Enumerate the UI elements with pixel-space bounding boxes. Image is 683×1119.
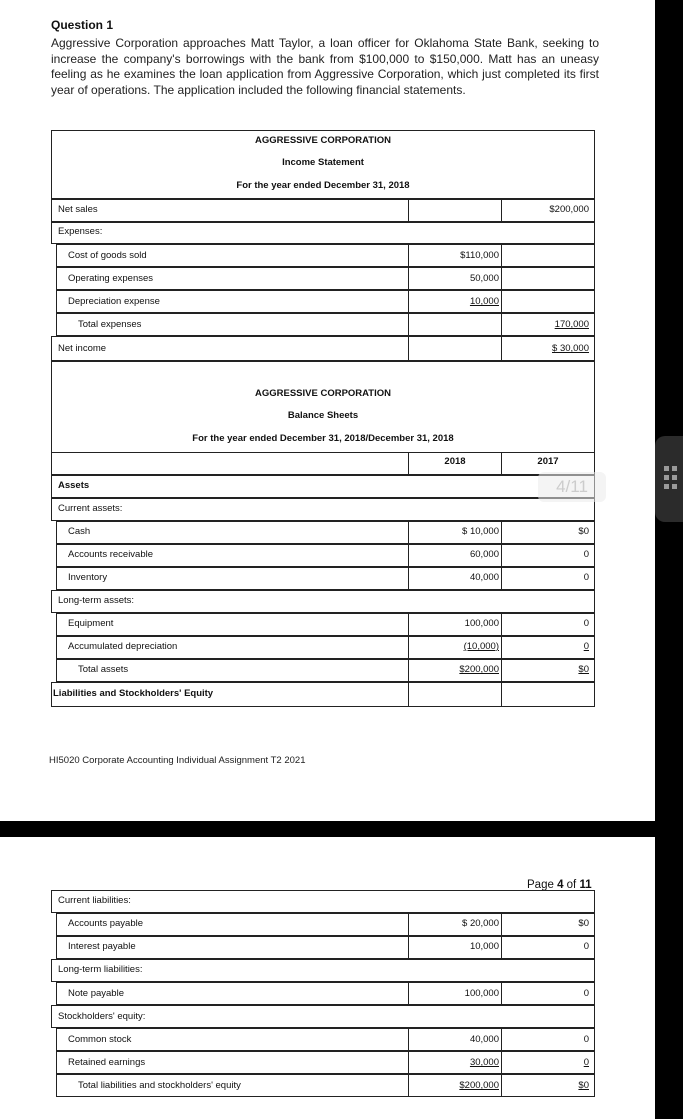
page-number-prefix: Page [527, 879, 558, 891]
income-value: 170,000 [554, 319, 589, 330]
income-row-box [408, 313, 502, 336]
balance-label: Current assets: [58, 503, 123, 514]
question-title: Question 1 [51, 18, 114, 32]
balance-row-box [56, 521, 409, 544]
balance-value: 40,000 [469, 1034, 499, 1045]
balance-row-box [56, 567, 409, 590]
balance-label: Liabilities and Stockholders' Equity [53, 688, 214, 699]
document-page-next [0, 837, 655, 1119]
balance-label: Total assets [78, 664, 129, 675]
balance-value: 10,000 [469, 941, 499, 952]
income-value: 10,000 [469, 296, 499, 307]
balance-row-box [501, 1028, 595, 1051]
balance-value: (10,000) [463, 641, 499, 652]
question-text: Aggressive Corporation approaches Matt Taylor, a loan officer for Oklahoma State Bank, seeking to increase the company's borrowings with the bank from $100,000 to $150,000. Matt has an uneasy feeling as he examines the loan application from Aggressive Corporation, which just completed its first year of operations. The application included the following financial statements. [51, 36, 599, 97]
balance-row-box [501, 982, 595, 1005]
balance-value: $0 [578, 664, 589, 675]
balance-label: Long-term liabilities: [58, 964, 143, 975]
balance-value: 30,000 [469, 1057, 499, 1068]
balance-label: Note payable [68, 988, 124, 999]
balance-value: $ 10,000 [462, 526, 499, 537]
balance-value: $200,000 [459, 664, 499, 675]
balance-label: Interest payable [68, 941, 136, 952]
balance-row-box [501, 567, 595, 590]
document-footer: HI5020 Corporate Accounting Individual Assignment T2 2021 [49, 755, 306, 766]
income-value: 50,000 [469, 273, 499, 284]
balance-col-2018: 2018 [444, 456, 466, 467]
income-label: Depreciation expense [68, 296, 160, 307]
balance-label: Cash [68, 526, 91, 537]
balance-label: Common stock [68, 1034, 132, 1045]
page-scroll-badge: 4/11 [538, 472, 606, 502]
balance-row-box [501, 613, 595, 636]
balance-title: Balance Sheets [287, 410, 359, 421]
balance-value: $200,000 [459, 1080, 499, 1091]
balance-row-box [501, 936, 595, 959]
balance-label: Accumulated depreciation [68, 641, 178, 652]
income-value: $200,000 [549, 204, 589, 215]
income-row-box [51, 222, 595, 244]
balance-label: Long-term assets: [58, 595, 135, 606]
balance-value: 40,000 [469, 572, 499, 583]
balance-label: Assets [58, 480, 90, 491]
income-label: Expenses: [58, 226, 103, 237]
balance-value: 0 [583, 641, 589, 652]
income-row-box [408, 336, 502, 361]
balance-value: $0 [578, 1080, 589, 1091]
income-row-box [501, 290, 595, 313]
balance-row-box [51, 890, 595, 913]
balance-value: $0 [578, 526, 589, 537]
balance-period: For the year ended December 31, 2018/December 31, 2018 [192, 433, 454, 444]
balance-row-box [501, 636, 595, 659]
income-label: Net sales [58, 204, 98, 215]
income-label: Net income [58, 343, 107, 354]
balance-label: Accounts receivable [68, 549, 154, 560]
balance-row-box [51, 498, 595, 521]
balance-col-2017: 2017 [537, 456, 559, 467]
balance-row-box [501, 544, 595, 567]
income-row-box [408, 199, 502, 222]
income-value: $110,000 [460, 250, 499, 261]
balance-row-box [501, 682, 595, 707]
balance-label: Total liabilities and stockholders' equity [78, 1080, 241, 1091]
page-number-current: 4 [557, 879, 564, 891]
balance-value: 0 [583, 618, 589, 629]
income-label: Operating expenses [68, 273, 154, 284]
balance-value: 100,000 [464, 618, 499, 629]
balance-company: AGGRESSIVE CORPORATION [254, 388, 392, 399]
balance-label: Retained earnings [68, 1057, 146, 1068]
income-value: $ 30,000 [552, 343, 589, 354]
balance-row-box [501, 1051, 595, 1074]
balance-value: $ 20,000 [462, 918, 499, 929]
balance-colhead-box [51, 452, 409, 475]
income-row-box [501, 244, 595, 267]
income-title: Income Statement [282, 157, 364, 168]
balance-value: 100,000 [464, 988, 499, 999]
balance-value: 0 [583, 549, 589, 560]
balance-label: Inventory [68, 572, 108, 583]
balance-label: Current liabilities: [58, 895, 131, 906]
balance-value: 0 [583, 572, 589, 583]
page-number-mid: of [563, 879, 580, 891]
balance-value: 0 [583, 1057, 589, 1068]
balance-label: Stockholders' equity: [58, 1011, 146, 1022]
balance-value: 0 [583, 988, 589, 999]
balance-label: Accounts payable [68, 918, 143, 929]
income-row-box [51, 199, 409, 222]
income-label: Total expenses [78, 319, 142, 330]
income-company: AGGRESSIVE CORPORATION [254, 135, 392, 146]
side-menu-button[interactable] [655, 436, 683, 522]
page-number-total: 11 [579, 879, 592, 891]
grid-dots-icon [664, 466, 680, 492]
income-row-box [501, 267, 595, 290]
balance-row-box [408, 682, 502, 707]
balance-value: $0 [578, 918, 589, 929]
income-period: For the year ended December 31, 2018 [236, 180, 410, 191]
balance-row-box [51, 475, 595, 498]
balance-value: 60,000 [469, 549, 499, 560]
balance-label: Equipment [68, 618, 114, 629]
income-label: Cost of goods sold [68, 250, 147, 261]
balance-value: 0 [583, 941, 589, 952]
balance-value: 0 [583, 1034, 589, 1045]
